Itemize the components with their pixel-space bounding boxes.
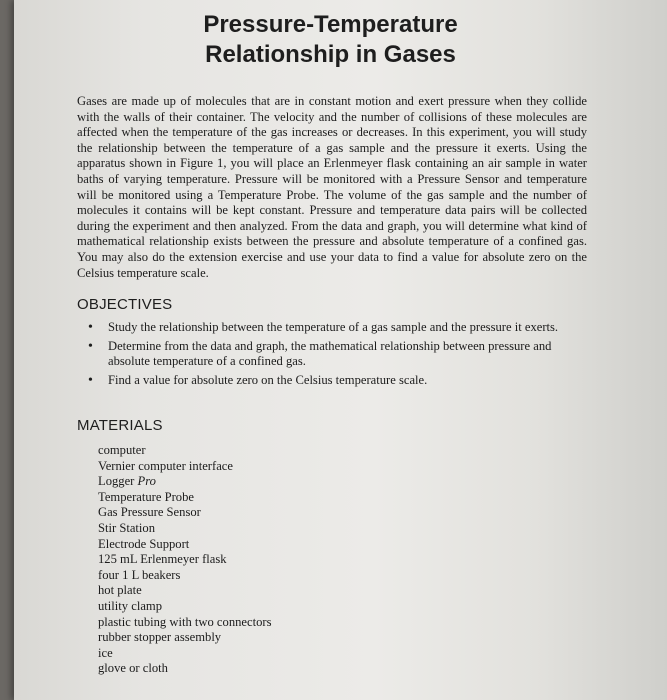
- material-item: glove or cloth: [98, 661, 168, 676]
- objectives-heading: OBJECTIVES: [77, 296, 173, 313]
- material-item: hot plate: [98, 583, 142, 598]
- material-item: Vernier computer interface: [98, 458, 233, 473]
- material-item: rubber stopper assembly: [98, 630, 222, 645]
- bullet-icon: •: [88, 320, 93, 335]
- material-item: utility clamp: [98, 598, 163, 613]
- material-item-suffix: Pro: [137, 474, 156, 489]
- page-title: [14, 10, 667, 70]
- material-item: four 1 L beakers: [98, 567, 181, 582]
- material-item: Gas Pressure Sensor: [98, 505, 201, 520]
- title-line-1: Pressure-Temperature: [203, 11, 458, 38]
- objectives-list: [86, 320, 586, 391]
- bullet-icon: •: [88, 372, 93, 388]
- objective-text: Determine from the data and graph, the mathematical relationship between pressure and absolute temperature of a confined gas.: [108, 338, 552, 369]
- material-item: [98, 474, 271, 490]
- objective-item: [86, 320, 586, 336]
- material-item: plastic tubing with two connectors: [98, 614, 272, 629]
- material-item: Electrode Support: [98, 536, 190, 551]
- material-item: 125 mL Erlenmeyer flask: [98, 552, 227, 567]
- document-page: [14, 0, 667, 700]
- material-item: Temperature Probe: [98, 489, 194, 504]
- materials-list: [98, 443, 271, 677]
- objective-text: Study the relationship between the temperature of a gas sample and the pressure it exerts.: [108, 320, 559, 334]
- objective-item: [86, 339, 586, 370]
- title-line-2: Relationship in Gases: [205, 41, 456, 68]
- material-item: ice: [98, 645, 113, 660]
- material-item: Stir Station: [98, 520, 156, 535]
- objective-text: Find a value for absolute zero on the Celsius temperature scale.: [108, 372, 428, 387]
- material-item: computer: [98, 443, 146, 457]
- objective-item: [86, 373, 586, 389]
- materials-heading: MATERIALS: [77, 417, 163, 434]
- material-item-text: Logger: [98, 474, 135, 489]
- intro-paragraph: Gases are made up of molecules that are in constant motion and exert pressure when they collide with the walls of their container. The velocity and the number of collisions of these molecules are affected when the temperature of the gas increases or decreases. In this experiment, you will study the relationship between the temperature of a gas sample and the pressure it exerts. Using the apparatus shown in Figure 1, you will place an Erlenmeyer flask containing an air sample in water baths of varying temperature. Pressure will be monitored with a Pressure Sensor and temperature will be monitored using a Temperature Probe. The volume of the gas sample and the number of molecules it contains will be kept constant. Pressure and temperature data pairs will be collected during the experiment and then analyzed. From the data and graph, you will determine what kind of mathematical relationship exists between the pressure and absolute temperature of a confined gas. You may also do the extension exercise and use your data to find a value for absolute zero on the Celsius temperature scale.: [77, 94, 587, 280]
- bullet-icon: •: [88, 338, 93, 354]
